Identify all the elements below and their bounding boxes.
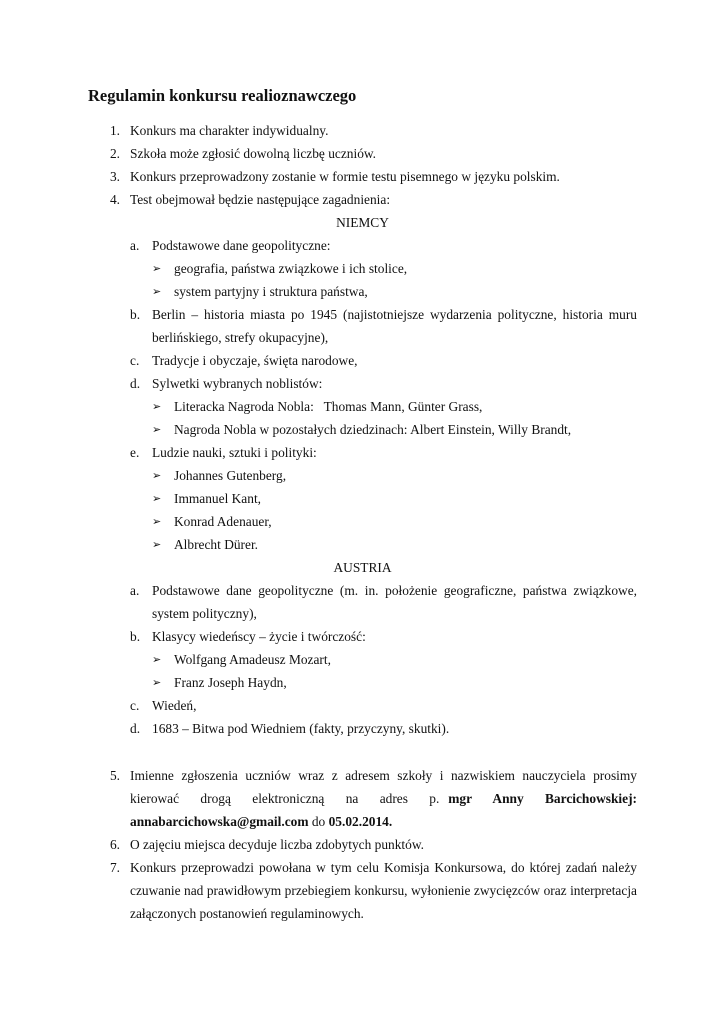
item-text: Konkurs przeprowadzony zostanie w formie testu pisemnego w języku polskim. bbox=[130, 169, 560, 184]
item-text-continued bbox=[130, 790, 637, 807]
sub-text: Sylwetki wybranych noblistów: bbox=[152, 376, 323, 391]
sub-text: 1683 – Bitwa pod Wiedniem (fakty, przyczyny, skutki). bbox=[152, 721, 450, 736]
item-text-plain: do bbox=[311, 814, 326, 829]
arrow-bullet-icon: ➢ bbox=[152, 400, 162, 413]
bullet-text: Konrad Adenauer, bbox=[174, 514, 272, 529]
sub-letter: a. bbox=[130, 583, 140, 598]
item-text: Konkurs przeprowadzi powołana w tym celu Komisja Konkursowa, do której zadań należy bbox=[130, 860, 637, 875]
sub-text: Podstawowe dane geopolityczne (m. in. położenie geograficzne, państwa związkowe, bbox=[152, 583, 637, 598]
arrow-bullet-icon: ➢ bbox=[152, 676, 162, 689]
bullet-text: Wolfgang Amadeusz Mozart, bbox=[174, 652, 331, 667]
sub-text: Klasycy wiedeńscy – życie i twórczość: bbox=[152, 629, 366, 644]
sub-text-continued: berlińskiego, strefy okupacyjne), bbox=[152, 330, 329, 345]
sub-letter: d. bbox=[130, 721, 141, 736]
bullet-text: system partyjny i struktura państwa, bbox=[174, 284, 368, 299]
teacher-name: mgr Anny Barcichowskiej: bbox=[448, 791, 637, 806]
item-text-plain: kierować drogą elektroniczną na adres p. bbox=[130, 791, 440, 806]
item-text: O zajęciu miejsca decyduje liczba zdobytych punktów. bbox=[130, 837, 424, 852]
item-text-continued bbox=[130, 813, 392, 830]
sub-text: Tradycje i obyczaje, święta narodowe, bbox=[152, 353, 358, 368]
deadline-date: 05.02.2014. bbox=[328, 814, 393, 829]
arrow-bullet-icon: ➢ bbox=[152, 262, 162, 275]
item-text: Szkoła może zgłosić dowolną liczbę uczniów. bbox=[130, 146, 377, 161]
item-text: Test obejmował będzie następujące zagadnienia: bbox=[130, 192, 391, 207]
arrow-bullet-icon: ➢ bbox=[152, 423, 162, 436]
arrow-bullet-icon: ➢ bbox=[152, 285, 162, 298]
item-number: 3. bbox=[109, 169, 120, 184]
contact-email: annabarcichowska@gmail.com bbox=[130, 814, 309, 829]
item-number: 5. bbox=[109, 768, 120, 783]
sub-text: Ludzie nauki, sztuki i polityki: bbox=[152, 445, 317, 460]
sub-letter: c. bbox=[130, 353, 140, 368]
sub-letter: b. bbox=[130, 629, 141, 644]
bullet-text: Nagroda Nobla w pozostałych dziedzinach: Albert Einstein, Willy Brandt, bbox=[174, 422, 572, 437]
sub-letter: b. bbox=[130, 307, 141, 322]
bullet-text: Johannes Gutenberg, bbox=[174, 468, 287, 483]
item-number: 4. bbox=[109, 192, 120, 207]
item-number: 2. bbox=[109, 146, 120, 161]
sub-text: Berlin – historia miasta po 1945 (najistotniejsze wydarzenia polityczne, historia muru bbox=[152, 307, 637, 322]
item-number: 1. bbox=[109, 123, 120, 138]
item-text-continued: załączonych postanowień regulaminowych. bbox=[130, 906, 364, 921]
bullet-text: Immanuel Kant, bbox=[174, 491, 262, 506]
sub-text-continued: system polityczny), bbox=[152, 606, 257, 621]
arrow-bullet-icon: ➢ bbox=[152, 653, 162, 666]
sub-letter: a. bbox=[130, 238, 140, 253]
sub-text: Wiedeń, bbox=[152, 698, 197, 713]
bullet-text: geografia, państwa związkowe i ich stolice, bbox=[174, 261, 408, 276]
sub-text: Podstawowe dane geopolityczne: bbox=[152, 238, 331, 253]
item-text-continued: czuwanie nad prawidłowym przebiegiem konkursu, wyłonienie zwycięzców oraz interpretacja bbox=[130, 883, 637, 898]
item-number: 7. bbox=[109, 860, 120, 875]
bullet-text: Literacka Nagroda Nobla: Thomas Mann, Günter Grass, bbox=[174, 399, 483, 414]
sub-letter: c. bbox=[130, 698, 140, 713]
arrow-bullet-icon: ➢ bbox=[152, 538, 162, 551]
arrow-bullet-icon: ➢ bbox=[152, 492, 162, 505]
section-heading-niemcy: NIEMCY bbox=[336, 215, 389, 230]
sub-letter: e. bbox=[130, 445, 140, 460]
item-number: 6. bbox=[109, 837, 120, 852]
bullet-text: Franz Joseph Haydn, bbox=[174, 675, 287, 690]
item-text: Konkurs ma charakter indywidualny. bbox=[130, 123, 329, 138]
sub-letter: d. bbox=[130, 376, 141, 391]
section-heading-austria: AUSTRIA bbox=[333, 560, 392, 575]
document-title: Regulamin konkursu realioznawczego bbox=[88, 86, 357, 105]
arrow-bullet-icon: ➢ bbox=[152, 469, 162, 482]
arrow-bullet-icon: ➢ bbox=[152, 515, 162, 528]
item-text: Imienne zgłoszenia uczniów wraz z adresem szkoły i nazwiskiem nauczyciela prosimy bbox=[130, 768, 637, 783]
bullet-text: Albrecht Dürer. bbox=[174, 537, 259, 552]
